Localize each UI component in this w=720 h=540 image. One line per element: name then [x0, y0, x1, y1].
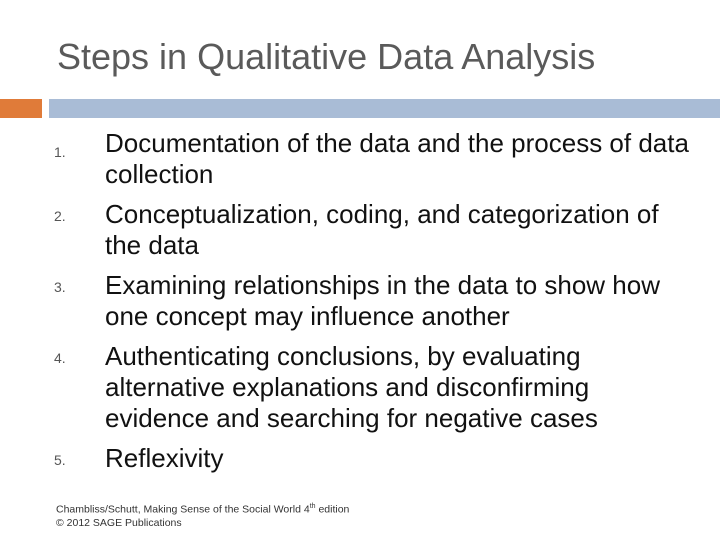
- copyright-line: © 2012 SAGE Publications: [56, 516, 182, 529]
- step-text: Documentation of the data and the process of data collection: [105, 128, 689, 189]
- step-text: Authenticating conclusions, by evaluating alternative explanations and disconfirming evidence and searching for negative cases: [105, 341, 598, 433]
- slide-title: Steps in Qualitative Data Analysis: [57, 36, 596, 77]
- step-number: 5.: [54, 452, 66, 468]
- citation-superscript: th: [309, 503, 316, 510]
- step-text: Reflexivity: [105, 443, 224, 473]
- citation-line: [56, 500, 349, 517]
- step-number: 4.: [54, 350, 66, 366]
- step-text: Conceptualization, coding, and categorization of the data: [105, 199, 659, 260]
- list-item: [0, 199, 700, 261]
- step-number: 1.: [54, 144, 66, 160]
- accent-bar-orange: [0, 99, 42, 118]
- list-item: [0, 443, 700, 474]
- list-item: [0, 341, 700, 434]
- list-item: [0, 128, 700, 190]
- citation-edition: edition: [315, 503, 350, 516]
- step-text: Examining relationships in the data to show how one concept may influence another: [105, 270, 660, 331]
- steps-list: [0, 128, 700, 474]
- citation-footer: [56, 500, 349, 530]
- step-number: 3.: [54, 279, 66, 295]
- accent-bar-blue: [49, 99, 720, 118]
- list-item: [0, 270, 700, 332]
- citation-text: Chambliss/Schutt, Making Sense of the Social World 4: [56, 503, 310, 516]
- step-number: 2.: [54, 208, 66, 224]
